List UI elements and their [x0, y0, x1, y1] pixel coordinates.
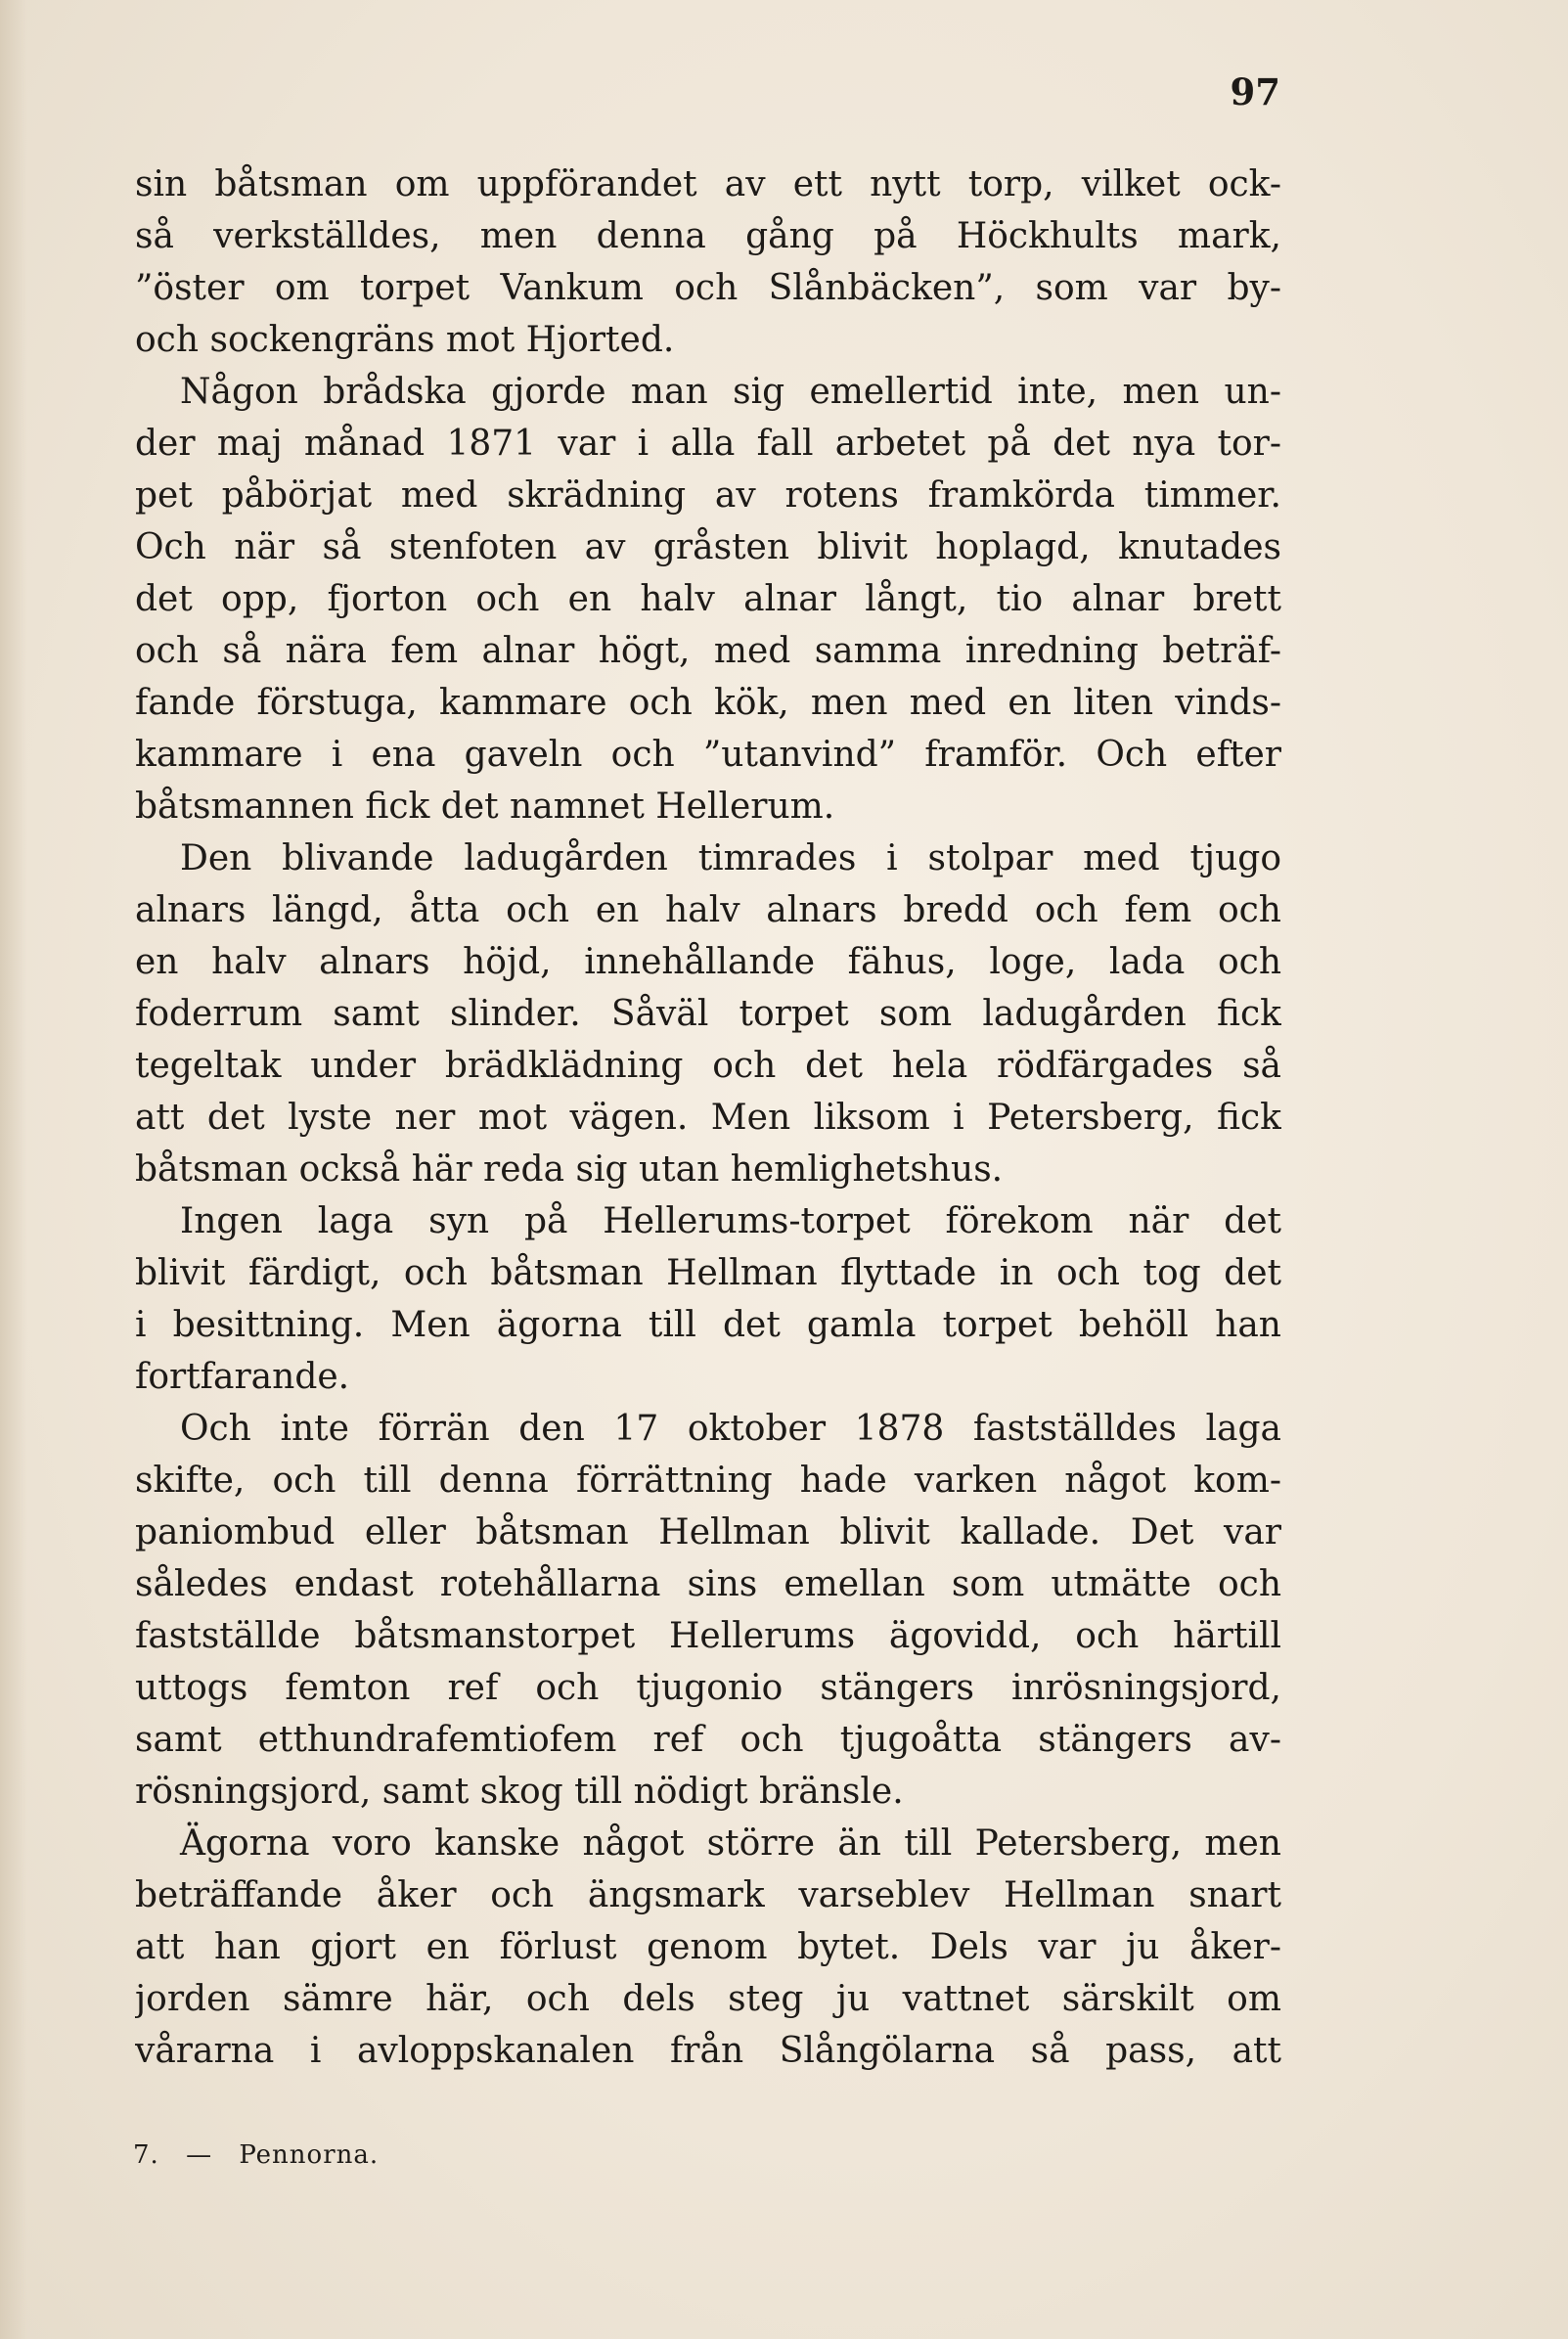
- text-line: tegeltak under brädklädning och det hela rödfärgades så: [135, 1046, 1281, 1086]
- text-line: fortfarande.: [135, 1357, 350, 1397]
- page-binding-shadow: [0, 0, 27, 2339]
- text-line: samt etthundrafemtiofem ref och tjugoåtta stängers av-: [135, 1720, 1281, 1760]
- text-line: fastställde båtsmanstorpet Hellerums ägovidd, och härtill: [135, 1616, 1281, 1656]
- page-number: 97: [1230, 70, 1280, 113]
- text-line: det opp, fjorton och en halv alnar långt, tio alnar brett: [135, 579, 1281, 619]
- signature-dash: —: [186, 2140, 213, 2170]
- text-line: Ägorna voro kanske något större än till Petersberg, men: [180, 1823, 1281, 1864]
- text-line: och sockengräns mot Hjorted.: [135, 320, 675, 360]
- text-line: båtsman också här reda sig utan hemlighetshus.: [135, 1149, 1004, 1190]
- text-line: Och inte förrän den 17 oktober 1878 fastställdes laga: [180, 1409, 1281, 1449]
- text-line: och så nära fem alnar högt, med samma inredning beträf-: [135, 631, 1281, 671]
- text-line: paniombud eller båtsman Hellman blivit kallade. Det var: [135, 1512, 1281, 1552]
- footer-signature-mark: [133, 2140, 396, 2170]
- text-line: rösningsjord, samt skog till nödigt bränsle.: [135, 1772, 904, 1812]
- text-line: kammare i ena gaveln och ”utanvind” framför. Och efter: [135, 735, 1281, 775]
- text-line: Ingen laga syn på Hellerums-torpet förekom när det: [180, 1201, 1281, 1241]
- text-line: Och när så stenfoten av gråsten blivit hoplagd, knutades: [135, 527, 1281, 567]
- text-line: båtsmannen fick det namnet Hellerum.: [135, 787, 835, 827]
- text-line: sin båtsman om uppförandet av ett nytt torp, vilket ock-: [135, 164, 1281, 204]
- text-line: beträffande åker och ängsmark varseblev Hellman snart: [135, 1875, 1281, 1915]
- text-line: att han gjort en förlust genom bytet. Dels var ju åker-: [135, 1927, 1281, 1967]
- text-line: jorden sämre här, och dels steg ju vattnet särskilt om: [135, 1979, 1281, 2019]
- text-line: blivit färdigt, och båtsman Hellman flyttade in och tog det: [135, 1253, 1281, 1293]
- text-line: Den blivande ladugården timrades i stolpar med tjugo: [180, 838, 1281, 878]
- text-line: att det lyste ner mot vägen. Men liksom i Petersberg, fick: [135, 1098, 1281, 1138]
- text-line: således endast rotehållarna sins emellan som utmätte och: [135, 1564, 1281, 1604]
- signature-number: 7.: [133, 2140, 159, 2170]
- body-text: [135, 158, 1281, 2077]
- text-line: uttogs femton ref och tjugonio stängers inrösningsjord,: [135, 1668, 1281, 1708]
- text-line: alnars längd, åtta och en halv alnars bredd och fem och: [135, 890, 1281, 930]
- text-line: så verkställdes, men denna gång på Höckhults mark,: [135, 216, 1281, 256]
- text-line: i besittning. Men ägorna till det gamla torpet behöll han: [135, 1305, 1281, 1345]
- text-line: skifte, och till denna förrättning hade varken något kom-: [135, 1461, 1281, 1501]
- text-line: fande förstuga, kammare och kök, men med en liten vinds-: [135, 683, 1281, 723]
- book-title: Pennorna.: [239, 2140, 380, 2170]
- text-line: foderrum samt slinder. Såväl torpet som ladugården fick: [135, 994, 1281, 1034]
- text-line: vårarna i avloppskanalen från Slångölarna så pass, att: [135, 2031, 1281, 2071]
- text-line: Någon brådska gjorde man sig emellertid inte, men un-: [180, 372, 1281, 412]
- text-line: der maj månad 1871 var i alla fall arbetet på det nya tor-: [135, 424, 1281, 464]
- text-line: ”öster om torpet Vankum och Slånbäcken”, som var by-: [135, 268, 1281, 308]
- text-line: en halv alnars höjd, innehållande fähus, loge, lada och: [135, 942, 1281, 982]
- text-line: pet påbörjat med skrädning av rotens framkörda timmer.: [135, 475, 1281, 516]
